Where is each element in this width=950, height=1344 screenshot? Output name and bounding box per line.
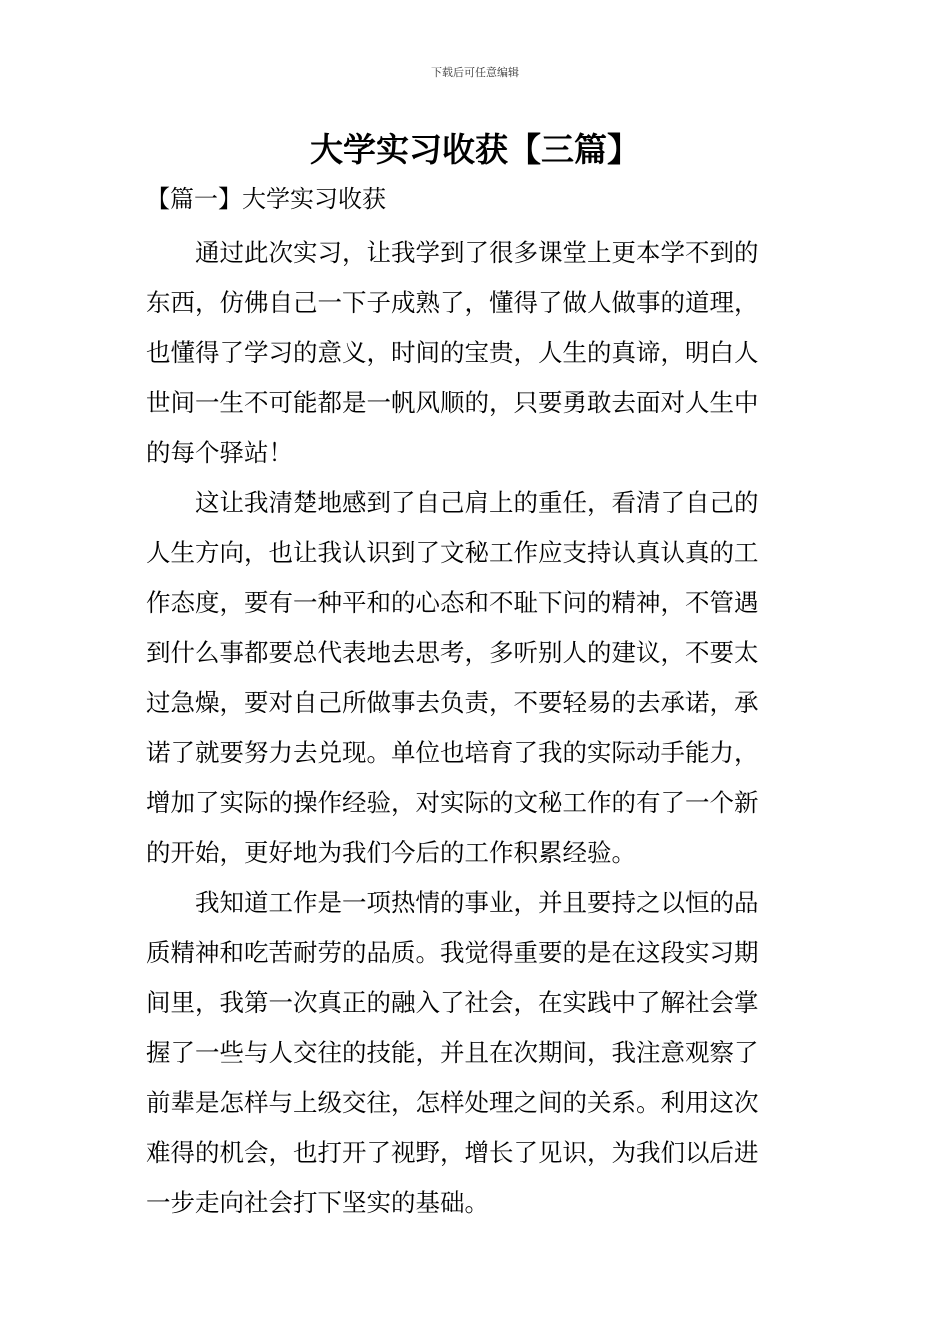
text-line: 这让我清楚地感到了自己肩上的重任，看清了自己的 (195, 488, 759, 517)
text-line: 我知道工作是一项热情的事业，并且要持之以恒的品 (195, 888, 759, 917)
document-body (146, 228, 808, 1228)
text-line: 也懂得了学习的意义，时间的宝贵，人生的真谛，明白人 (146, 338, 759, 367)
section-heading: 【篇一】大学实习收获 (146, 185, 386, 213)
text-line: 过急燥，要对自己所做事去负责，不要轻易的去承诺，承 (146, 688, 759, 717)
text-line: 世间一生不可能都是一帆风顺的，只要勇敢去面对人生中 (146, 388, 759, 417)
text-line: 前辈是怎样与上级交往，怎样处理之间的关系。利用这次 (146, 1088, 759, 1117)
paragraph-2 (146, 478, 808, 878)
text-line: 增加了实际的操作经验，对实际的文秘工作的有了一个新 (146, 788, 759, 817)
header-note: 下载后可任意编辑 (431, 66, 519, 79)
text-line: 东西，仿佛自己一下子成熟了，懂得了做人做事的道理， (146, 288, 759, 317)
text-line: 一步走向社会打下坚实的基础。 (146, 1188, 489, 1217)
text-line: 作态度，要有一种平和的心态和不耻下问的精神，不管遇 (146, 588, 759, 617)
text-line: 到什么事都要总代表地去思考，多听别人的建议，不要太 (146, 638, 759, 667)
text-line: 难得的机会，也打开了视野，增长了见识，为我们以后进 (146, 1138, 759, 1167)
text-line: 间里，我第一次真正的融入了社会，在实践中了解社会掌 (146, 988, 759, 1017)
text-line: 的每个驿站！ (146, 438, 293, 467)
document-title: 大学实习收获【三篇】 (310, 130, 640, 169)
text-line: 诺了就要努力去兑现。单位也培育了我的实际动手能力， (146, 738, 759, 767)
paragraph-3 (146, 878, 808, 1228)
text-line: 质精神和吃苦耐劳的品质。我觉得重要的是在这段实习期 (146, 938, 759, 967)
text-line: 通过此次实习，让我学到了很多课堂上更本学不到的 (195, 238, 759, 267)
text-line: 人生方向，也让我认识到了文秘工作应支持认真认真的工 (146, 538, 759, 567)
text-line: 握了一些与人交往的技能，并且在次期间，我注意观察了 (146, 1038, 759, 1067)
text-line: 的开始，更好地为我们今后的工作积累经验。 (146, 838, 636, 867)
paragraph-1 (146, 228, 808, 478)
